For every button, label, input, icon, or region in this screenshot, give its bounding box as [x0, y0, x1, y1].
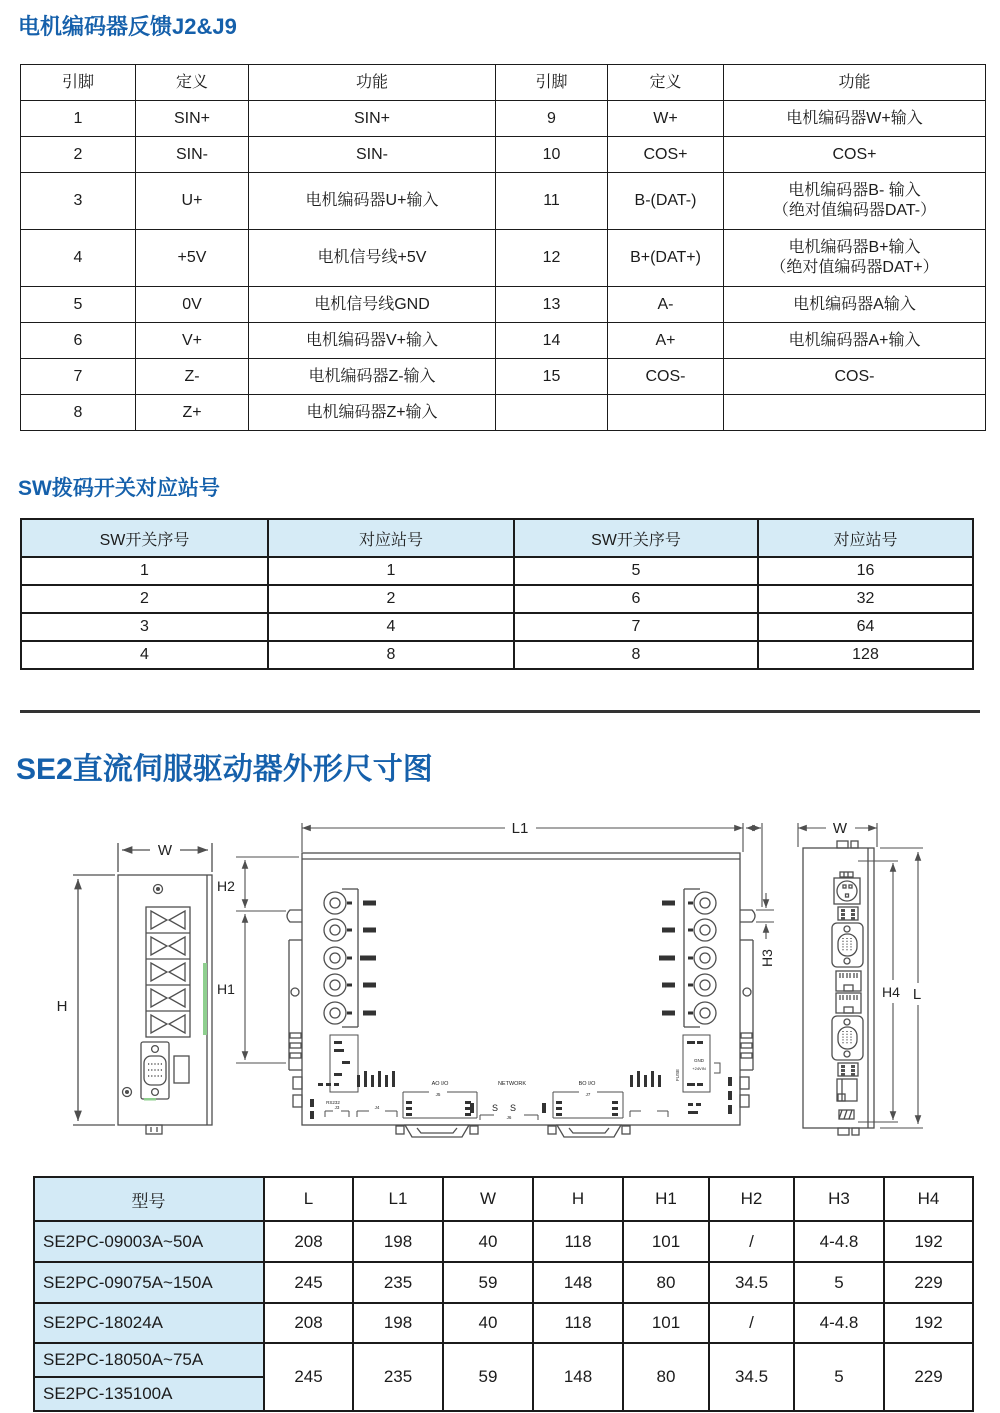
- silkscreen-network-label: NETWORK: [497, 1081, 527, 1087]
- func-line1: 电机编码器B+输入: [788, 239, 921, 256]
- func-cell: 电机编码器U+输入: [249, 173, 496, 230]
- sw-cell: 7: [514, 613, 758, 641]
- func-line2: （绝对值编码器DAT+）: [770, 259, 939, 276]
- model-cell: SE2PC-18050A~75A: [34, 1343, 264, 1377]
- col-header-l: L: [264, 1177, 353, 1221]
- col-header-func: 功能: [724, 65, 986, 101]
- front-view-drawing: [73, 843, 212, 1134]
- value-cell: 229: [884, 1262, 973, 1303]
- pin-cell: 15: [496, 359, 608, 395]
- col-header-l1: L1: [353, 1177, 443, 1221]
- pin-cell: 11: [496, 173, 608, 230]
- pin-cell: 6: [21, 323, 136, 359]
- func-cell: 电机编码器Z+输入: [249, 395, 496, 431]
- sw-cell: 2: [21, 585, 268, 613]
- func-cell: 电机信号线+5V: [249, 230, 496, 287]
- value-cell: /: [709, 1303, 794, 1343]
- silkscreen-rs232-label: RS232: [326, 1100, 340, 1105]
- col-header-h3: H3: [794, 1177, 884, 1221]
- col-header-w: W: [443, 1177, 533, 1221]
- value-cell: 245: [264, 1343, 353, 1411]
- col-header-sw: SW开关序号: [514, 519, 758, 557]
- dim-label-h3: H3: [759, 949, 775, 967]
- col-header-h: H: [533, 1177, 623, 1221]
- silkscreen-j4-label: J4: [374, 1105, 380, 1110]
- silkscreen-s-mark: S: [491, 1103, 499, 1113]
- station-cell: 128: [758, 641, 973, 669]
- value-cell: 208: [264, 1303, 353, 1343]
- def-cell: A+: [608, 323, 724, 359]
- def-cell: SIN+: [136, 101, 249, 137]
- def-cell: COS-: [608, 359, 724, 395]
- col-header-station: 对应站号: [268, 519, 514, 557]
- col-header-pin: 引脚: [496, 65, 608, 101]
- value-cell: 235: [353, 1262, 443, 1303]
- sw-section-title: SW拨码开关对应站号: [18, 477, 220, 500]
- value-cell: 4-4.8: [794, 1221, 884, 1262]
- value-cell: 245: [264, 1262, 353, 1303]
- value-cell: 198: [353, 1221, 443, 1262]
- pin-cell: 10: [496, 137, 608, 173]
- value-cell: 235: [353, 1343, 443, 1411]
- model-cell: SE2PC-135100A: [34, 1377, 264, 1411]
- func-cell: 电机编码器Z-输入: [249, 359, 496, 395]
- silkscreen-s-mark: S: [509, 1103, 517, 1113]
- sw-cell: 8: [514, 641, 758, 669]
- table-row: [21, 137, 986, 173]
- value-cell: 192: [884, 1221, 973, 1262]
- col-header-h1: H1: [623, 1177, 709, 1221]
- table-row: [21, 323, 986, 359]
- def-cell: A-: [608, 287, 724, 323]
- silkscreen-fuse-label: FUSE: [675, 1068, 680, 1081]
- side-view-drawing: [798, 823, 923, 1135]
- def-cell: B+(DAT+): [608, 230, 724, 287]
- func-line1: 电机编码器B- 输入: [788, 182, 921, 199]
- def-cell: Z+: [136, 395, 249, 431]
- pin-cell: [496, 395, 608, 431]
- pin-cell: 3: [21, 173, 136, 230]
- col-header-pin: 引脚: [21, 65, 136, 101]
- value-cell: 192: [884, 1303, 973, 1343]
- table-row: [21, 287, 986, 323]
- col-header-def: 定义: [608, 65, 724, 101]
- station-cell: 1: [268, 557, 514, 585]
- value-cell: 80: [623, 1343, 709, 1411]
- col-header-station: 对应站号: [758, 519, 973, 557]
- encoder-pin-table: [20, 64, 986, 431]
- silkscreen-j6-label: J6: [506, 1115, 512, 1120]
- col-header-h4: H4: [884, 1177, 973, 1221]
- station-cell: 2: [268, 585, 514, 613]
- func-cell: SIN-: [249, 137, 496, 173]
- left-terminal-circles: [324, 889, 376, 1027]
- side-profile-view-drawing: [287, 823, 774, 1137]
- def-cell: V+: [136, 323, 249, 359]
- table-row: [21, 613, 973, 641]
- value-cell: 34.5: [709, 1343, 794, 1411]
- value-cell: 59: [443, 1343, 533, 1411]
- func-cell: [724, 173, 986, 230]
- sw-cell: 3: [21, 613, 268, 641]
- col-header-sw: SW开关序号: [21, 519, 268, 557]
- func-cell: 电机编码器A+输入: [724, 323, 986, 359]
- value-cell: 208: [264, 1221, 353, 1262]
- func-cell: 电机编码器A输入: [724, 287, 986, 323]
- pin-cell: 14: [496, 323, 608, 359]
- func-cell: 电机编码器V+输入: [249, 323, 496, 359]
- func-cell: [724, 230, 986, 287]
- col-header-model: 型号: [34, 1177, 264, 1221]
- value-cell: 101: [623, 1303, 709, 1343]
- def-cell: U+: [136, 173, 249, 230]
- table-row: [21, 173, 986, 230]
- value-cell: /: [709, 1221, 794, 1262]
- sw-station-table: [20, 518, 974, 670]
- table-row: [34, 1303, 973, 1343]
- def-cell: Z-: [136, 359, 249, 395]
- sw-cell: 1: [21, 557, 268, 585]
- func-cell: COS-: [724, 359, 986, 395]
- pin-cell: 12: [496, 230, 608, 287]
- section-divider: [20, 710, 980, 713]
- def-cell: [608, 395, 724, 431]
- table-row: [21, 641, 973, 669]
- dim-label-h: H: [56, 998, 68, 1015]
- func-cell: [724, 395, 986, 431]
- def-cell: B-(DAT-): [608, 173, 724, 230]
- dimension-drawing: [0, 815, 1000, 1167]
- value-cell: 40: [443, 1303, 533, 1343]
- dim-label-h1: H1: [217, 981, 235, 997]
- silkscreen-j7-label: J7: [585, 1092, 591, 1097]
- station-cell: 64: [758, 613, 973, 641]
- station-cell: 4: [268, 613, 514, 641]
- outline-section-title: SE2直流伺服驱动器外形尺寸图: [16, 753, 433, 786]
- encoder-section-title: 电机编码器反馈J2&J9: [18, 14, 237, 39]
- value-cell: 5: [794, 1343, 884, 1411]
- def-cell: 0V: [136, 287, 249, 323]
- bottom-dsub-connectors: [396, 1125, 630, 1137]
- dims-table-header: [34, 1177, 973, 1221]
- col-header-def: 定义: [136, 65, 249, 101]
- value-cell: 59: [443, 1262, 533, 1303]
- table-row: [34, 1262, 973, 1303]
- value-cell: 118: [533, 1221, 623, 1262]
- value-cell: 5: [794, 1262, 884, 1303]
- bottom-silkscreen: [310, 1035, 732, 1120]
- dim-label-l1: L1: [511, 820, 529, 837]
- pin-cell: 7: [21, 359, 136, 395]
- pin-cell: 13: [496, 287, 608, 323]
- sw-cell: 5: [514, 557, 758, 585]
- dim-label-h2: H2: [217, 878, 235, 894]
- value-cell: 4-4.8: [794, 1303, 884, 1343]
- encoder-table-header: [21, 65, 986, 101]
- table-row: [21, 557, 973, 585]
- func-cell: 电机信号线GND: [249, 287, 496, 323]
- station-cell: 32: [758, 585, 973, 613]
- value-cell: 118: [533, 1303, 623, 1343]
- pin-cell: 4: [21, 230, 136, 287]
- sw-cell: 4: [21, 641, 268, 669]
- sw-cell: 6: [514, 585, 758, 613]
- func-cell: SIN+: [249, 101, 496, 137]
- table-row: [34, 1221, 973, 1262]
- value-cell: 101: [623, 1221, 709, 1262]
- value-cell: 198: [353, 1303, 443, 1343]
- dim-label-l: L: [912, 986, 922, 1003]
- def-cell: COS+: [608, 137, 724, 173]
- silkscreen-bo-io-label: BO I/O: [578, 1081, 596, 1087]
- dim-label-h4: H4: [882, 984, 900, 1000]
- table-row: [21, 359, 986, 395]
- silkscreen-24v-label: +24VIN: [692, 1066, 706, 1071]
- def-cell: SIN-: [136, 137, 249, 173]
- value-cell: 40: [443, 1221, 533, 1262]
- value-cell: 229: [884, 1343, 973, 1411]
- model-cell: SE2PC-18024A: [34, 1303, 264, 1343]
- pin-cell: 9: [496, 101, 608, 137]
- def-cell: +5V: [136, 230, 249, 287]
- func-cell: COS+: [724, 137, 986, 173]
- green-strip: [203, 963, 207, 1035]
- station-cell: 16: [758, 557, 973, 585]
- silkscreen-j3-label: J3: [334, 1105, 340, 1110]
- pin-cell: 1: [21, 101, 136, 137]
- value-cell: 148: [533, 1343, 623, 1411]
- col-header-func: 功能: [249, 65, 496, 101]
- table-row: [34, 1343, 973, 1377]
- pin-cell: 2: [21, 137, 136, 173]
- value-cell: 148: [533, 1262, 623, 1303]
- value-cell: 80: [623, 1262, 709, 1303]
- silkscreen-gnd-label: GND: [694, 1058, 704, 1063]
- def-cell: W+: [608, 101, 724, 137]
- model-cell: SE2PC-09003A~50A: [34, 1221, 264, 1262]
- silkscreen-j5-label: J5: [435, 1092, 441, 1097]
- station-cell: 8: [268, 641, 514, 669]
- pin-cell: 5: [21, 287, 136, 323]
- col-header-h2: H2: [709, 1177, 794, 1221]
- right-terminal-circles: [659, 889, 716, 1027]
- table-row: [21, 395, 986, 431]
- table-row: [21, 230, 986, 287]
- table-row: [21, 585, 973, 613]
- sw-table-header: [21, 519, 973, 557]
- pin-cell: 8: [21, 395, 136, 431]
- dim-label-w-side: W: [832, 820, 848, 837]
- func-cell: 电机编码器W+输入: [724, 101, 986, 137]
- func-line2: （绝对值编码器DAT-）: [772, 202, 937, 219]
- dim-label-w-front: W: [157, 842, 173, 859]
- model-cell: SE2PC-09075A~150A: [34, 1262, 264, 1303]
- value-cell: 34.5: [709, 1262, 794, 1303]
- outline-dimension-table: [33, 1176, 974, 1412]
- table-row: [21, 101, 986, 137]
- silkscreen-ao-io-label: AO I/O: [431, 1081, 449, 1087]
